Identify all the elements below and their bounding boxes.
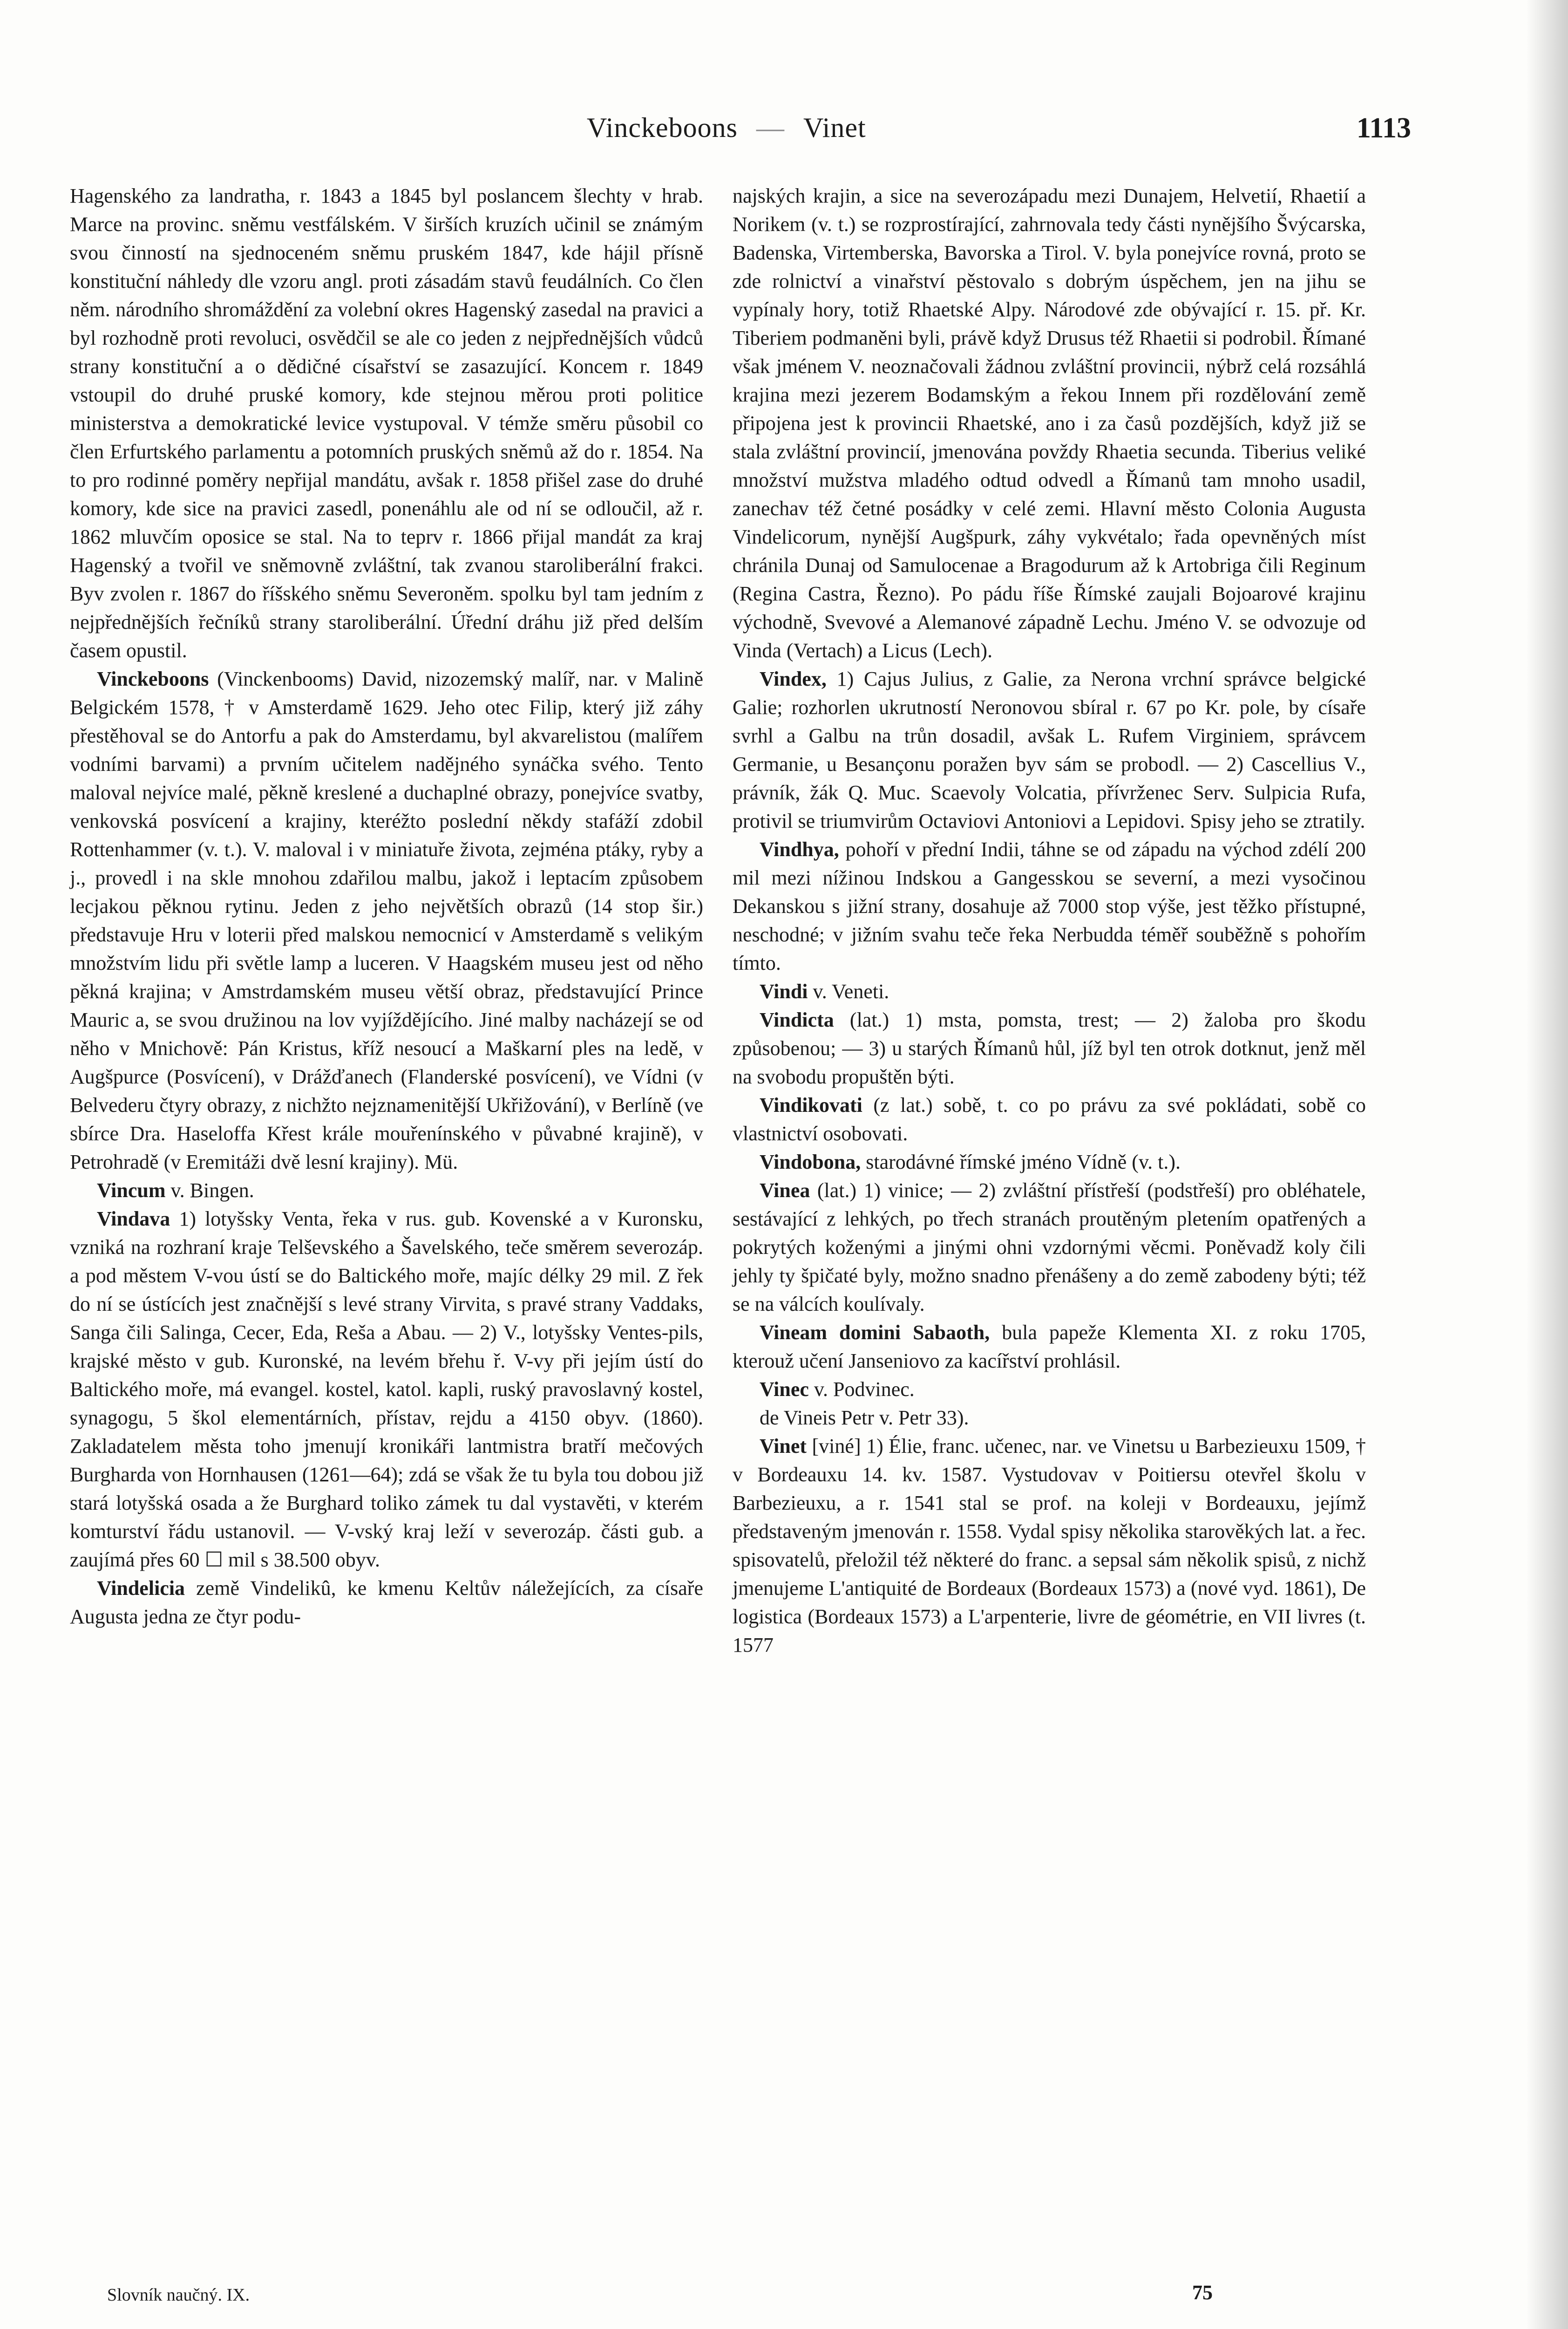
footer-signature: Slovník naučný. IX. <box>107 2285 250 2305</box>
headword: Vincum <box>97 1179 166 1202</box>
running-head <box>70 112 1411 154</box>
headword: Vindava <box>97 1207 170 1230</box>
entry-vindicta: Vindicta (lat.) 1) msta, pomsta, trest; — 2) žaloba pro škodu způsobenou; — 3) u starých Římanů hůl, jíž byl ten otrok dotknut, jenž měl na svobodu propuštěn býti. <box>733 1008 1366 1088</box>
binding-shadow <box>1526 0 1568 2329</box>
footer-sheet-number: 75 <box>1192 2281 1213 2304</box>
headword: Vinea <box>760 1179 810 1202</box>
entry-vindelicia: Vindelicia země Vindelikû, ke kmenu Keltův náležejících, za císaře Augusta jedna ze čtyr podu- <box>70 1577 703 1628</box>
headword: Vinet <box>760 1435 807 1457</box>
headword: Vindhya, <box>760 838 839 861</box>
entry-de-vineis: de Vineis Petr v. Petr 33). <box>760 1406 969 1429</box>
entry-vineam-domini-sabaoth: Vineam domini Sabaoth, bula papeže Klementa XI. z roku 1705, kterouž učení Janseniovo za kacířství prohlásil. <box>733 1321 1366 1372</box>
headword: Vindicta <box>760 1008 834 1031</box>
entry-vinet: Vinet [viné] 1) Élie, franc. učenec, nar. ve Vinetsu u Barbezieuxu 1509, † v Bordeauxu 14. kv. 1587. Vystudovav v Poitiersu otevřel školu v Barbezieuxu, a r. 1541 stal se prof. na koleji v Bordeauxu, jejímž představeným jmenován r. 1558. Vydal spisy několika starověkých lat. a řec. spisovatelů, přeložil též některé do franc. a sepsal sám několik spisů, z nichž jmenujeme L'antiquité de Bordeaux (Bordeaux 1573) a (nové vyd. 1861), De logistica (Bordeaux 1573) a L'arpenterie, livre de géométrie, en VII livres (t. 1577 <box>733 1435 1366 1656</box>
right-column <box>733 182 1366 1659</box>
right-entry-continuation: najských krajin, a sice na severozápadu mezi Dunajem, Helvetií, Rhaetií a Norikem (v. t.) se rozprostírající, zahrnovala tedy části nynějšího Švýcarska, Badenska, Virtemberska, Bavorska a Tirol. V. byla ponejvíce rovná, proto se zde rolnictví a vinařství pěstovalo s dobrým úspěchem, jen na jihu se vypínaly hory, totiž Rhaetské Alpy. Národové zde obývající r. 15. př. Kr. Tiberiem podmaněni byli, právě když Drusus též Rhaetii si podrobil. Římané však jménem V. neoznačovali žádnou zvláštní provincii, nýbrž celá rozsáhlá krajina mezi jezerem Bodamským a řekou Innem při rozdělování země připojena jest k provincii Rhaetské, ano i za časů pozdějších, když již se stala zvláštní provincií, jmenována povždy Rhaetia secunda. Tiberius veliké množství mužstva mladého odtud odvedl a Římanů tam mnoho usadil, zanechav též četné posádky v celé zemi. Hlavní město Colonia Augusta Vindelicorum, nynější Augšpurk, záhy vykvétalo; řada opevněných míst chránila Dunaj od Samulocenae a Bragodurum až k Artobriga čili Reginum (Regina Castra, Řezno). Po pádu říše Římské zaujali Bojoarové krajinu východně, Svevové a Alemanové západně Lechu. Jméno V. se odvozuje od Vinda (Vertach) a Licus (Lech). <box>733 184 1366 662</box>
entry-vindava: Vindava 1) lotyšsky Venta, řeka v rus. gub. Kovenské a v Kuronsku, vzniká na rozhraní kraje Telševského a Šavelského, teče směrem severozáp. a pod městem V-vou ústí se do Baltického moře, majíc délky 29 mil. Z řek do ní se ústících jest značnější s levé strany Virvita, s pravé strany Vaddaks, Sanga čili Salinga, Cecer, Eda, Reša a Abau. — 2) V., lotyšsky Ventes-pils, krajské město v gub. Kuronské, na levém břehu ř. V-vy při jejím ústí do Baltického moře, má evangel. kostel, katol. kapli, ruský pravoslavný kostel, synagogu, 5 škol elementárních, přístav, rejdu a 4150 obyv. (1860). Zakladatelem města toho jmenují kronikáři lantmistra bratří mečových Burgharda von Hornhausen (1261—64); zdá se však že tu byla tou dobou již stará lotyšská osada a že Burghard toliko zámek tu dal vystavěti, v kterém komturství řádu ustanovil. — V-vský kraj leží v severozáp. části gub. a zaujímá přes 60 ☐ mil s 38.500 obyv. <box>70 1207 704 1571</box>
headword: Vinckeboons <box>97 667 209 690</box>
entry-vinec: Vinec v. Podvinec. <box>760 1378 915 1401</box>
entry-vindhya: Vindhya, pohoří v přední Indii, táhne se od západu na východ zdélí 200 mil mezi nížinou Indskou a Gangesskou se severní, a mezi vysočinou Dekanskou s jižní strany, dosahuje až 7000 stop výše, jest těžko přístupné, neschodné; v jižním svahu teče řeka Nerbudda téměř souběžně s pohořím tímto. <box>733 838 1366 974</box>
headword: Vindikovati <box>760 1094 862 1117</box>
entry-vindikovati: Vindikovati (z lat.) sobě, t. co po právu za své pokládati, sobě co vlastnictví osobovati. <box>733 1094 1366 1145</box>
head-title-right: Vinet <box>803 112 866 143</box>
headword: Vinec <box>760 1378 809 1401</box>
headword: Vindex, <box>760 667 827 690</box>
running-head-title <box>587 112 866 144</box>
head-title-left: Vinckeboons <box>587 112 738 143</box>
headword: Vindobona, <box>760 1151 861 1173</box>
entry-vinea: Vinea (lat.) 1) vinice; — 2) zvláštní přístřeší (podstřeší) pro obléhatele, sestávající z lehkých, po třech stranách proutěným pletením opatřených a pokrytých koženými a jinými ohni vzdornými věcmi. Poněvadž koly čili jehly ty špičaté byly, možno snadno přenášeny a do země zabodeny býti; též se na válcích koulívaly. <box>733 1179 1366 1315</box>
left-column <box>70 182 703 1631</box>
head-dash: — <box>756 112 785 143</box>
entry-vindi: Vindi v. Veneti. <box>760 980 889 1003</box>
left-entry-continuation: Hagenského za landratha, r. 1843 a 1845 byl poslancem šlechty v hrab. Marce na provinc. sněmu vestfálském. V širších kruzích učinil se známým svou činností na sjednoceném sněmu pruském 1847, kde hájil přísně konstituční náhledy dle vzoru angl. proti zásadám stavů feudálních. Co člen něm. národního shromáždění za volební okres Hagenský zasedal na pravici a byl rozhodně proti revoluci, osvědčil se ale co jeden z nejpřednějších vůdců strany konstituční a o dědičné císařství se zasazující. Koncem r. 1849 vstoupil do druhé pruské komory, kde stejnou měrou proti politice ministerstva a demokratické levice vystupoval. V témže směru působil co člen Erfurtského parlamentu a potomních pruských sněmů až do r. 1854. Na to pro rodinné poměry nepřijal mandátu, avšak r. 1858 přišel zase do druhé komory, kde sice na pravici zasedl, ponenáhlu ale od ní se odloučil, až r. 1862 mluvčím oposice se stal. Na to teprv r. 1866 přijal mandát za kraj Hagenský a tvořil ve sněmovně zvláštní, tak zvanou staroliberální frakci. Byv zvolen r. 1867 do říšského sněmu Severoněm. spolku byl tam jedním z nejpřednějších řečníků strany staroliberální. Úřední dráhu již před delším časem opustil. <box>70 184 703 662</box>
entry-vindex: Vindex, 1) Cajus Julius, z Galie, za Nerona vrchní správce belgické Galie; rozhorlen ukrutností Neronovou sbíral r. 67 po Kr. pole, by císaře svrhl a Galbu na trůn dosadil, avšak L. Rufem Virginiem, správcem Germanie, u Besançonu poražen byv sám se probodl. — 2) Cascellius V., právník, žák Q. Muc. Scaevoly Volcatia, přívrženec Serv. Sulpicia Rufa, protivil se triumvirům Octaviovi Antoniovi a Lepidovi. Spisy jeho se ztratily. <box>733 667 1366 832</box>
headword: Vineam domini Sabaoth, <box>760 1321 990 1344</box>
headword: Vindi <box>760 980 808 1003</box>
headword: Vindelicia <box>97 1577 185 1600</box>
entry-vinckeboons: Vinckeboons (Vinckenbooms) David, nizozemský malíř, nar. v Malině Belgickém 1578, † v Amsterdamě 1629. Jeho otec Filip, který již záhy přestěhoval se do Antorfu a pak do Amsterdamu, byl akvarelistou (malířem vodními barvami) a prvním učitelem nadějného synáčka svého. Tento maloval nejvíce malé, pěkně kreslené a duchaplné obrazy, ponejvíce svatby, venkovská posvícení a krajiny, kteréžto poslední někdy stafáží zdobil Rottenhammer (v. t.). V. maloval i v miniatuře života, zejména ptáky, ryby a j., provedl i na skle mnohou zdařilou malbu, jakož i leptacím způsobem lecjakou pěknou rytinu. Jeden z jeho největších obrazů (14 stop šir.) představuje Hru v loterii před malskou nemocnicí v Amsterdamě s velikým množstvím lidu při světle lamp a luceren. V Haagském museu jest od něho pěkná krajina; v Amstrdamském museu větší obraz, představující Prince Mauric a, se svou družinou na lov vyjíždějícího. Jiné malby nacházejí se od něho v Mnichově: Pán Kristus, kříž nesoucí a Maškarní ples na ledě, v Augšpurce (Posvícení), v Drážďanech (Flanderské posvícení), ve Vídni (v Belvederu čtyry obrazy, z nichžto nejznamenitější Ukřižování), v Berlíně (ve sbírce Dra. Haseloffa Křest krále mouřenínského v půvabné krajině), v Petrohradě (v Eremitáži dvě lesní krajiny). Mü. <box>70 667 704 1173</box>
entry-vindobona: Vindobona, starodávné římské jméno Vídně (v. t.). <box>760 1151 1181 1173</box>
entry-vincum: Vincum v. Bingen. <box>97 1179 254 1202</box>
page-number: 1113 <box>1356 112 1411 144</box>
